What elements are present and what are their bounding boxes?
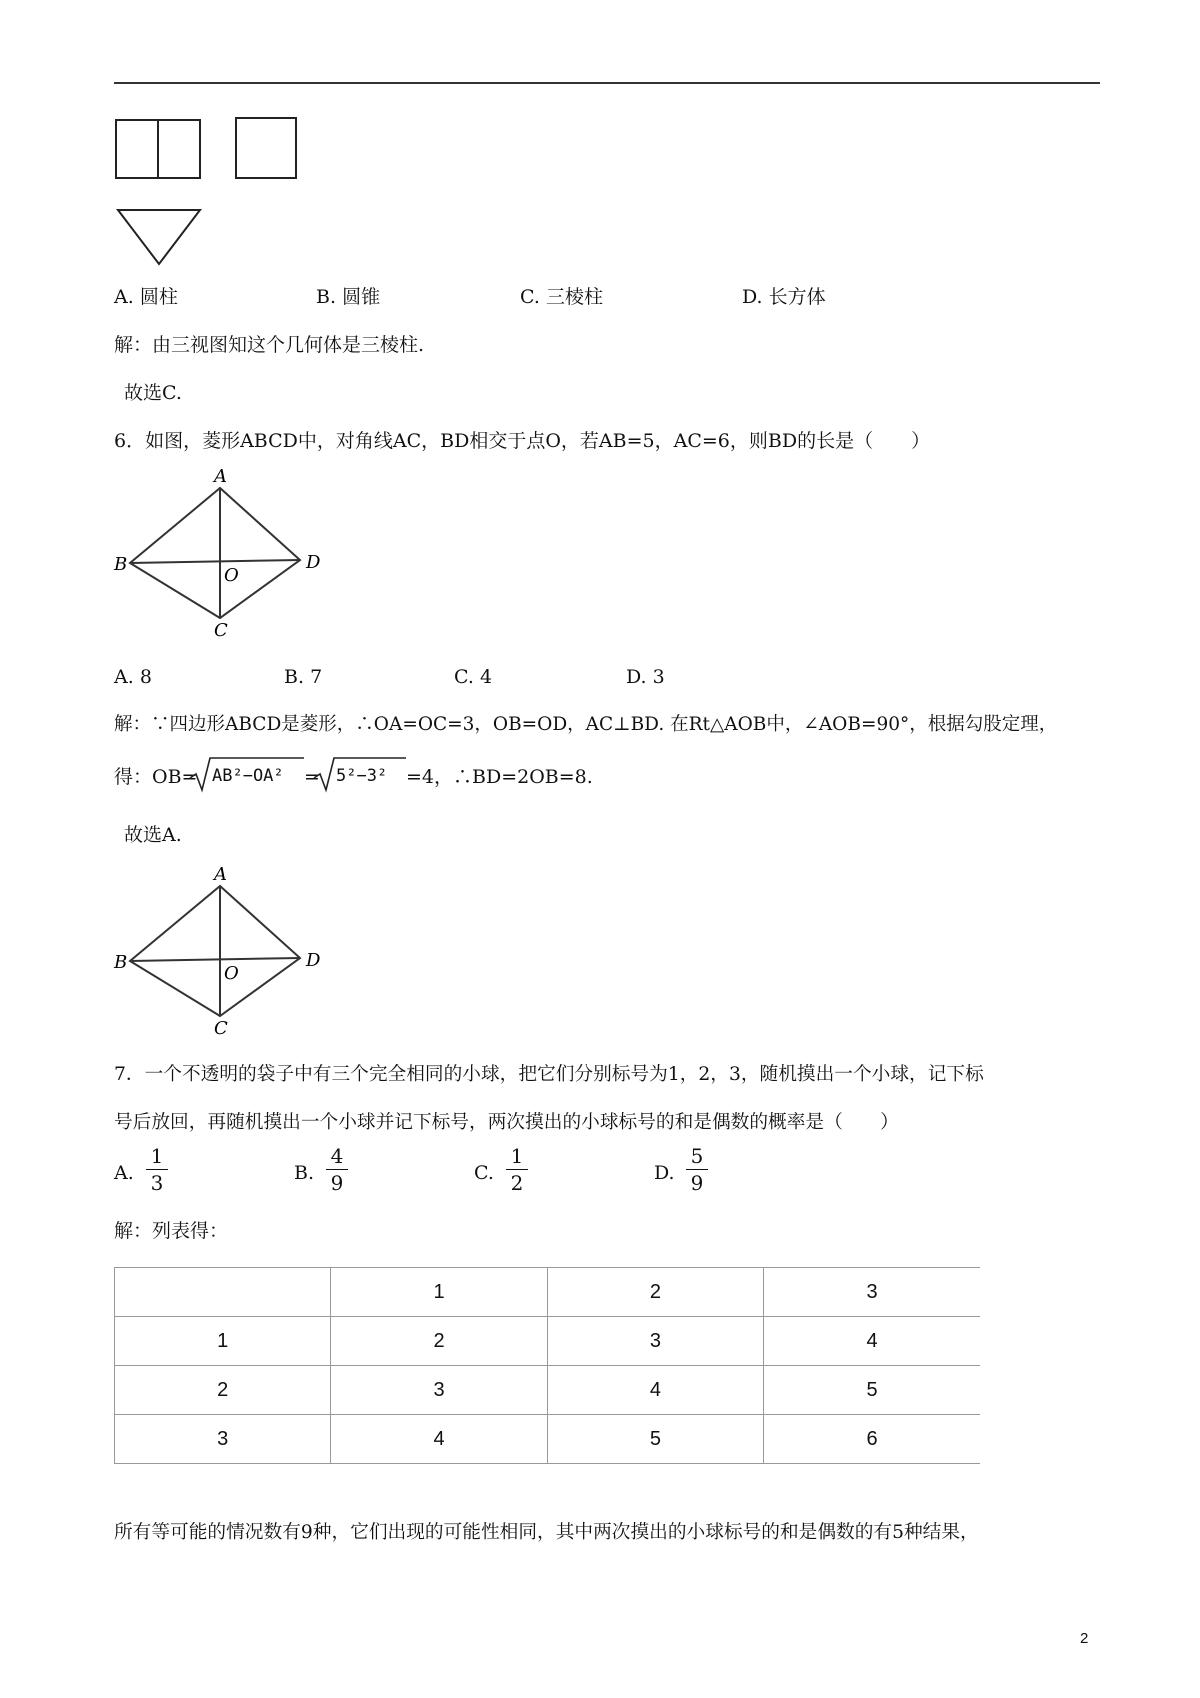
label-d: D xyxy=(306,552,321,573)
table-cell: 3 xyxy=(331,1366,547,1415)
table-cell: 5 xyxy=(547,1415,763,1464)
label-b: B xyxy=(114,554,128,575)
table-row xyxy=(115,1268,981,1317)
table-cell: 3 xyxy=(547,1317,763,1366)
label-a: A xyxy=(214,468,227,487)
q6-option-a: A. 8 xyxy=(114,666,152,688)
table-row xyxy=(115,1415,981,1464)
table-cell: 4 xyxy=(331,1415,547,1464)
sqrt-equals: = xyxy=(304,766,320,788)
page-number: 2 xyxy=(1080,1630,1089,1647)
header-rule xyxy=(114,82,1100,84)
label-b-2: B xyxy=(114,952,128,973)
table-cell: 1 xyxy=(115,1317,331,1366)
table-cell: 2 xyxy=(331,1317,547,1366)
three-view-figure xyxy=(110,112,310,272)
label-o: O xyxy=(224,565,239,586)
q7-solution: 解：列表得： xyxy=(114,1220,229,1242)
q6-stem: 6．如图，菱形ABCD中，对角线AC，BD相交于点O，若AB=5，AC=6，则BD的长是（ ） xyxy=(114,430,931,452)
q7-option-c-fraction: 1 2 xyxy=(506,1144,528,1195)
table-cell: 2 xyxy=(547,1268,763,1317)
q6-solution-line1: 解：∵四边形ABCD是菱形，∴OA=OC=3，OB=OD，AC⊥BD. 在Rt△AOB中，∠AOB=90°，根据勾股定理， xyxy=(114,714,1058,735)
q7-option-a-fraction: 1 3 xyxy=(146,1144,168,1195)
q7-option-c-letter: C. xyxy=(474,1162,494,1184)
table-cell: 3 xyxy=(764,1268,980,1317)
table-cell: 3 xyxy=(115,1415,331,1464)
q5-option-a: A. 圆柱 xyxy=(114,286,178,308)
q6-answer: 故选A. xyxy=(124,824,182,846)
q6-option-c: C. 4 xyxy=(454,666,493,688)
label-a-2: A xyxy=(214,866,227,885)
diagonal-bd-2 xyxy=(130,958,300,961)
label-d-2: D xyxy=(306,950,321,971)
q7-option-d-letter: D. xyxy=(654,1162,675,1184)
rhombus-figure xyxy=(110,468,330,638)
q7-conclusion: 所有等可能的情况数有9种，它们出现的可能性相同，其中两次摸出的小球标号的和是偶数的有5种结果， xyxy=(114,1522,979,1543)
q5-option-b: B. 圆锥 xyxy=(316,286,381,308)
sqrt-radicand-2: 5²−3² xyxy=(336,766,388,786)
q6-solution-line2-suffix: =4，∴BD=2OB=8. xyxy=(406,766,593,788)
q6-solution-line2-prefix: 得：OB= xyxy=(114,766,198,788)
rhombus-outline xyxy=(130,488,300,618)
label-c-2: C xyxy=(214,1018,228,1036)
table-cell: 4 xyxy=(764,1317,980,1366)
table-cell: 1 xyxy=(331,1268,547,1317)
q5-answer: 故选C. xyxy=(124,382,182,404)
q7-option-b-letter: B. xyxy=(294,1162,315,1184)
table-cell: 4 xyxy=(547,1366,763,1415)
q5-option-c: C. 三棱柱 xyxy=(520,286,603,308)
rhombus-figure-solution xyxy=(110,866,330,1036)
q5-option-d: D. 长方体 xyxy=(742,286,826,308)
q7-stem-line1: 7．一个不透明的袋子中有三个完全相同的小球，把它们分别标号为1，2，3，随机摸出一个小球，记下标 xyxy=(114,1064,984,1085)
q7-stem-line2: 号后放回，再随机摸出一个小球并记下标号，两次摸出的小球标号的和是偶数的概率是（ ） xyxy=(114,1112,899,1133)
diagonal-bd xyxy=(130,560,300,563)
q5-solution: 解：由三视图知这个几何体是三棱柱. xyxy=(114,334,425,356)
table-cell xyxy=(115,1268,331,1317)
q7-option-d-fraction: 5 9 xyxy=(686,1144,708,1195)
q7-option-b-fraction: 4 9 xyxy=(326,1144,348,1195)
table-row xyxy=(115,1366,981,1415)
table-row xyxy=(115,1317,981,1366)
rhombus-outline-2 xyxy=(130,886,300,1016)
table-cell: 5 xyxy=(764,1366,980,1415)
table-cell: 6 xyxy=(764,1415,980,1464)
table-cell: 2 xyxy=(115,1366,331,1415)
q6-option-d: D. 3 xyxy=(626,666,665,688)
sum-table xyxy=(114,1267,980,1464)
q7-option-a-letter: A. xyxy=(114,1162,134,1184)
q6-option-b: B. 7 xyxy=(284,666,323,688)
top-view-triangle xyxy=(118,210,200,264)
side-view xyxy=(236,118,296,178)
label-c: C xyxy=(214,620,228,638)
label-o-2: O xyxy=(224,963,239,984)
sqrt-radicand-1: AB²−OA² xyxy=(212,766,284,786)
